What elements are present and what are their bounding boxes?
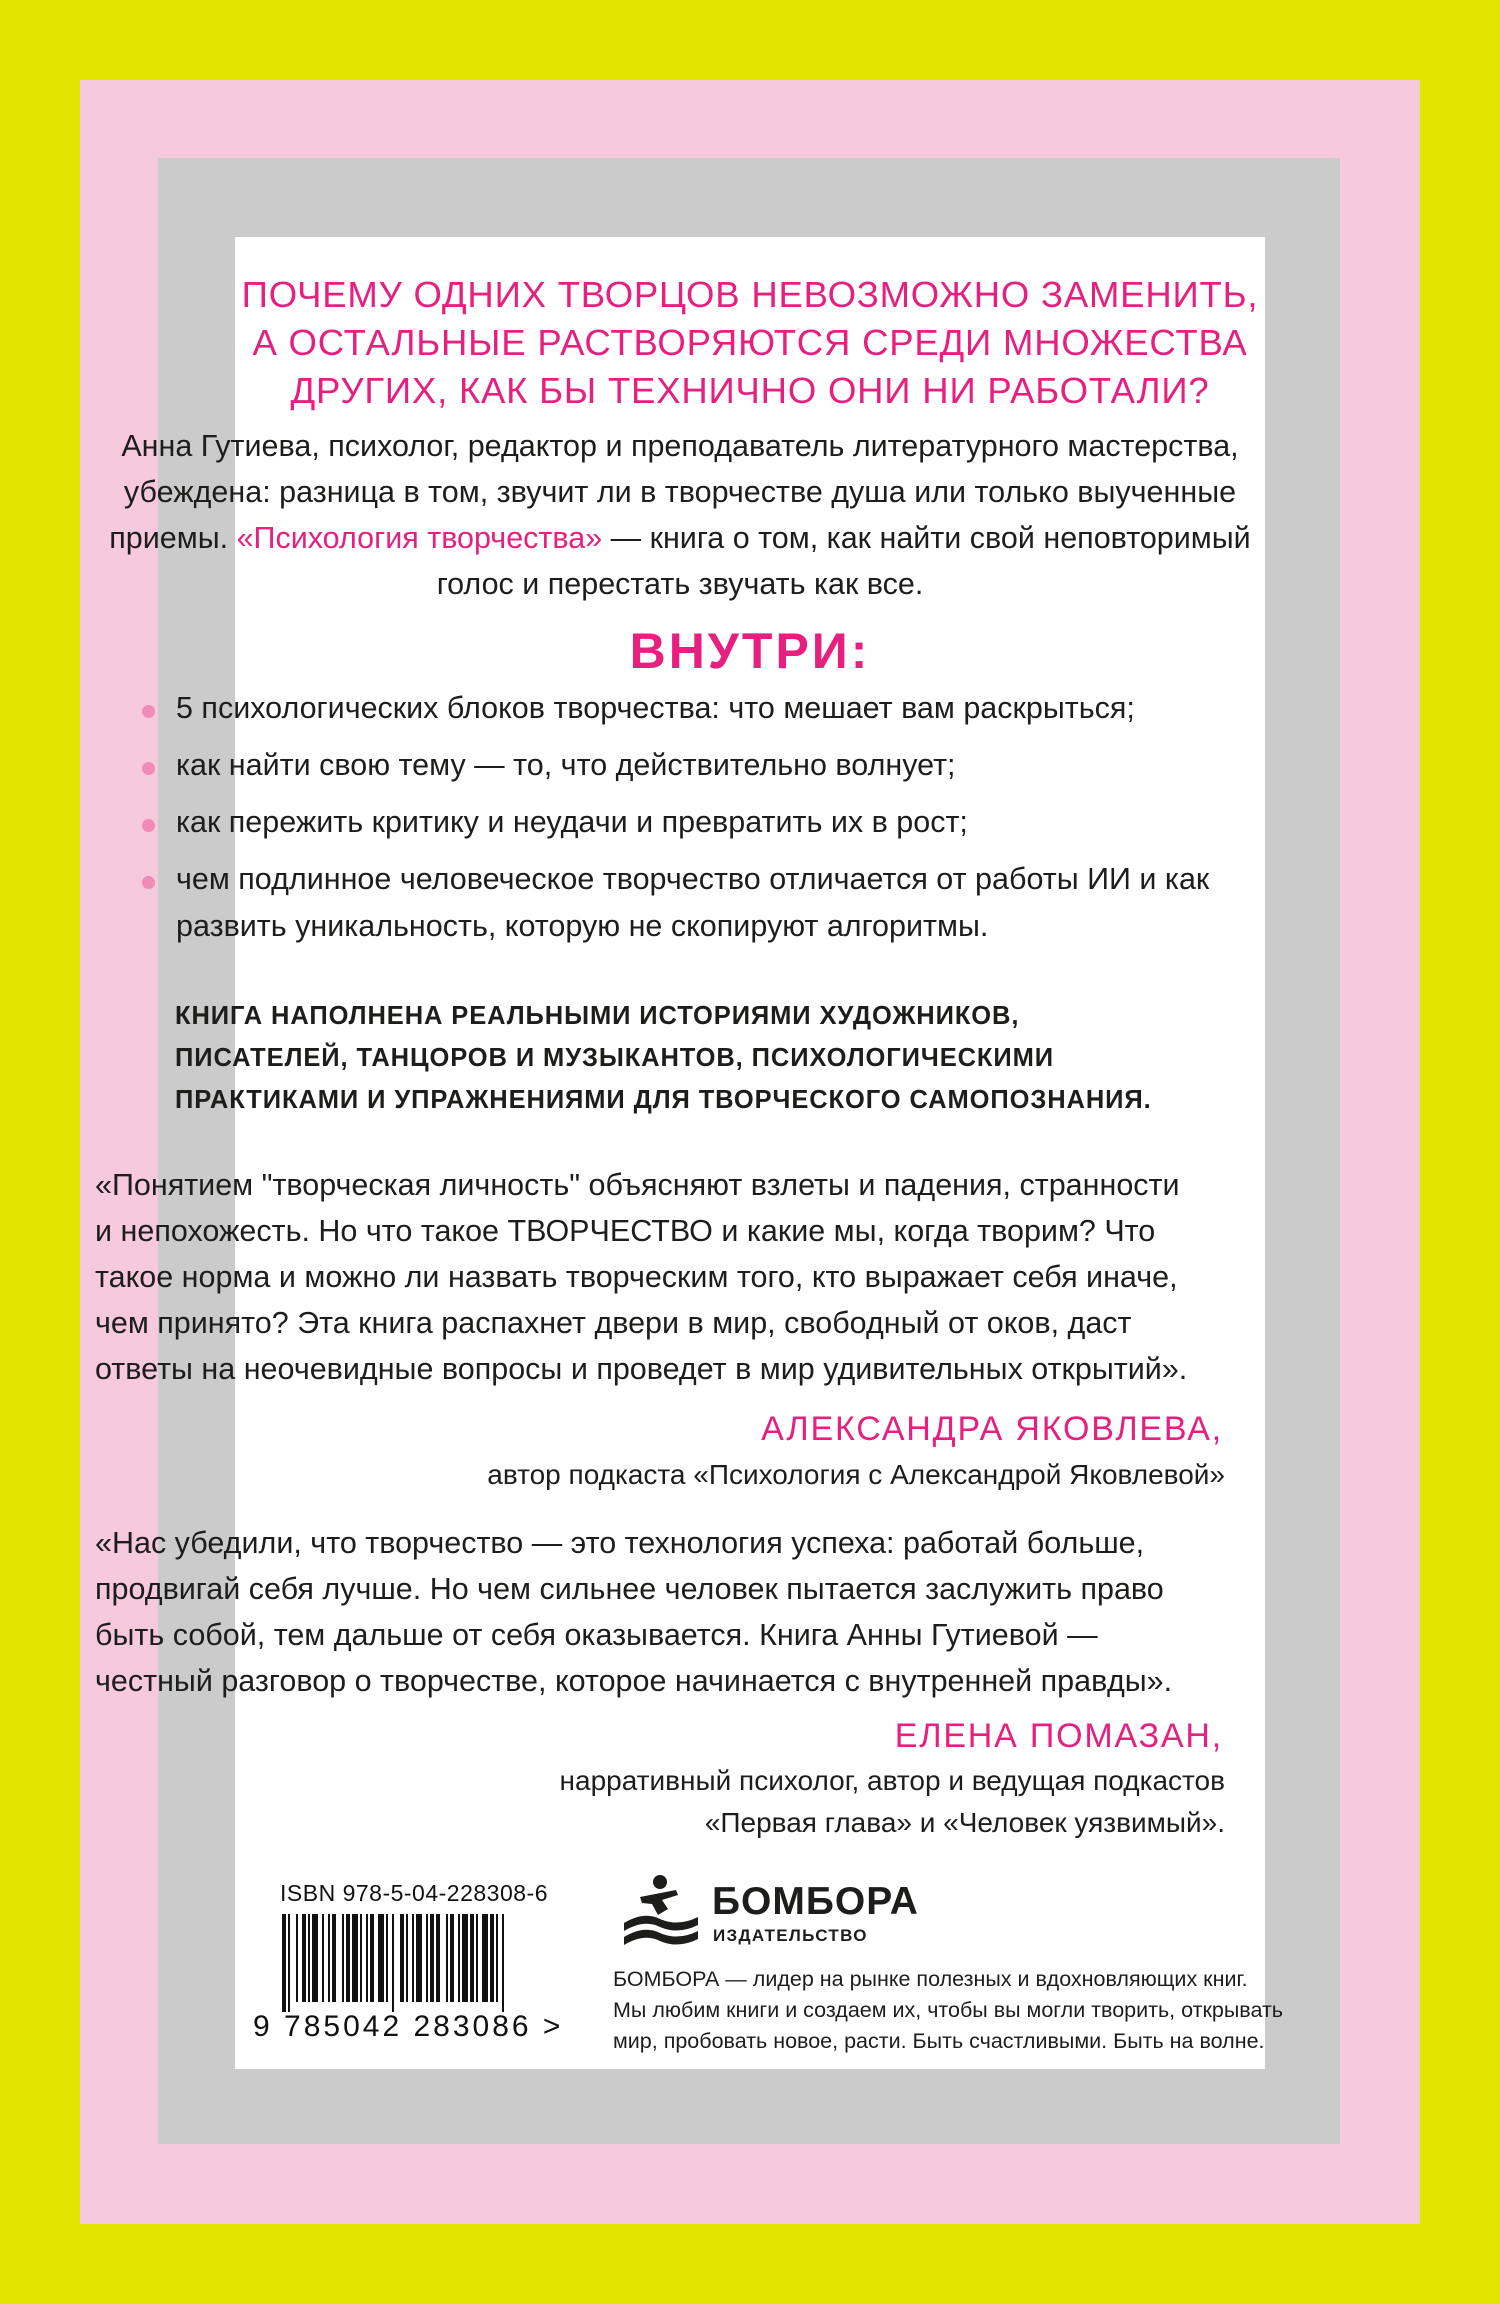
quote-author-role: [560, 1760, 1225, 1844]
author-name: Анна Гутиева: [121, 429, 312, 463]
publisher-description: [613, 1964, 1333, 2057]
publisher-line: Мы любим книги и создаем их, чтобы вы могли творить, открывать: [613, 1998, 1283, 2022]
bullet-dot-icon: [142, 762, 155, 775]
summary-line: ПРАКТИКАМИ И УПРАЖНЕНИЯМИ ДЛЯ ТВОРЧЕСКОГО САМОПОЗНАНИЯ.: [175, 1086, 1152, 1114]
bullet-list: [142, 685, 1282, 950]
intro-paragraph: [100, 423, 1260, 607]
publisher-name: БОМБОРА: [712, 1880, 919, 1923]
role-line: автор подкаста «Психология с Александрой Яковлевой»: [487, 1459, 1225, 1490]
isbn-label: ISBN 978-5-04-228308-6: [280, 1880, 548, 1906]
summary-line: ПИСАТЕЛЕЙ, ТАНЦОРОВ И МУЗЫКАНТОВ, ПСИХОЛОГИЧЕСКИМИ: [175, 1044, 1054, 1072]
quote-line: ответы на неочевидные вопросы и проведет в мир удивительных открытий».: [95, 1352, 1188, 1386]
barcode-digits: 9 785042 283086 >: [253, 2010, 564, 2043]
list-item: [142, 856, 1282, 950]
intro-text: — книга о том, как найти свой неповторимый голос и перестать звучать как все.: [436, 521, 1251, 601]
quote-line: и непохожесть. Но что такое ТВОРЧЕСТВО и какие мы, когда творим? Что: [95, 1214, 1156, 1248]
headline-line: ПОЧЕМУ ОДНИХ ТВОРЦОВ НЕВОЗМОЖНО ЗАМЕНИТЬ,: [241, 274, 1259, 315]
intro-text: , психолог, редактор и преподаватель литературного мастерства, убеждена: разница в том, звучит ли в творчестве душа или только выученные приемы.: [109, 429, 1239, 555]
bombora-wave-logo-icon: [616, 1873, 704, 1953]
quote-line: быть собой, тем дальше от себя оказывается. Книга Анны Гутиевой —: [95, 1618, 1098, 1652]
bullet-text: как пережить критику и неудачи и превратить их в рост;: [176, 805, 968, 839]
headline-line: А ОСТАЛЬНЫЕ РАСТВОРЯЮТСЯ СРЕДИ МНОЖЕСТВА: [252, 322, 1248, 363]
barcode-icon: [278, 1914, 568, 2012]
headline-line: ДРУГИХ, КАК БЫ ТЕХНИЧНО ОНИ НИ РАБОТАЛИ?: [290, 370, 1210, 411]
review-quote: [95, 1162, 1335, 1392]
book-title: «Психология творчества»: [236, 521, 603, 555]
quote-line: «Нас убедили, что творчество — это технология успеха: работай больше,: [95, 1526, 1145, 1560]
quote-line: продвигай себя лучше. Но чем сильнее человек пытается заслужить право: [95, 1572, 1164, 1606]
quote-line: чем принято? Эта книга распахнет двери в мир, свободный от оков, даст: [95, 1306, 1132, 1340]
quote-line: такое норма и можно ли назвать творческим того, кто выражает себя иначе,: [95, 1260, 1178, 1294]
inside-title: ВНУТРИ:: [629, 623, 871, 679]
publisher-subtitle: ИЗДАТЕЛЬСТВО: [713, 1926, 868, 1945]
bullet-dot-icon: [142, 819, 155, 832]
publisher-line: мир, пробовать новое, расти. Быть счастливыми. Быть на волне.: [613, 2029, 1265, 2053]
list-item: [142, 799, 1282, 846]
quote-author: ЕЛЕНА ПОМАЗАН,: [894, 1717, 1223, 1755]
quote-author-role: [487, 1454, 1225, 1496]
publisher-line: БОМБОРА — лидер на рынке полезных и вдохновляющих книг.: [613, 1967, 1248, 1991]
list-item: [142, 685, 1282, 732]
summary-bold: [175, 995, 1255, 1121]
list-item: [142, 742, 1282, 789]
quote-author: АЛЕКСАНДРА ЯКОВЛЕВА,: [761, 1410, 1223, 1448]
quote-line: честный разговор о творчестве, которое начинается с внутренней правды».: [95, 1664, 1173, 1698]
summary-line: КНИГА НАПОЛНЕНА РЕАЛЬНЫМИ ИСТОРИЯМИ ХУДОЖНИКОВ,: [175, 1002, 1020, 1030]
role-line: «Первая глава» и «Человек уязвимый».: [704, 1807, 1225, 1838]
headline: [205, 271, 1295, 415]
bullet-text: чем подлинное человеческое творчество отличается от работы ИИ и как развить уникальность, которую не скопируют алгоритмы.: [176, 862, 1210, 943]
quote-line: «Понятием "творческая личность" объясняют взлеты и падения, странности: [95, 1168, 1180, 1202]
review-quote: [95, 1520, 1335, 1704]
bullet-text: 5 психологических блоков творчества: что мешает вам раскрыться;: [176, 691, 1135, 725]
bullet-dot-icon: [142, 876, 155, 889]
bullet-text: как найти свою тему — то, что действительно волнует;: [176, 748, 956, 782]
role-line: нарративный психолог, автор и ведущая подкастов: [559, 1765, 1225, 1796]
bullet-dot-icon: [142, 705, 155, 718]
